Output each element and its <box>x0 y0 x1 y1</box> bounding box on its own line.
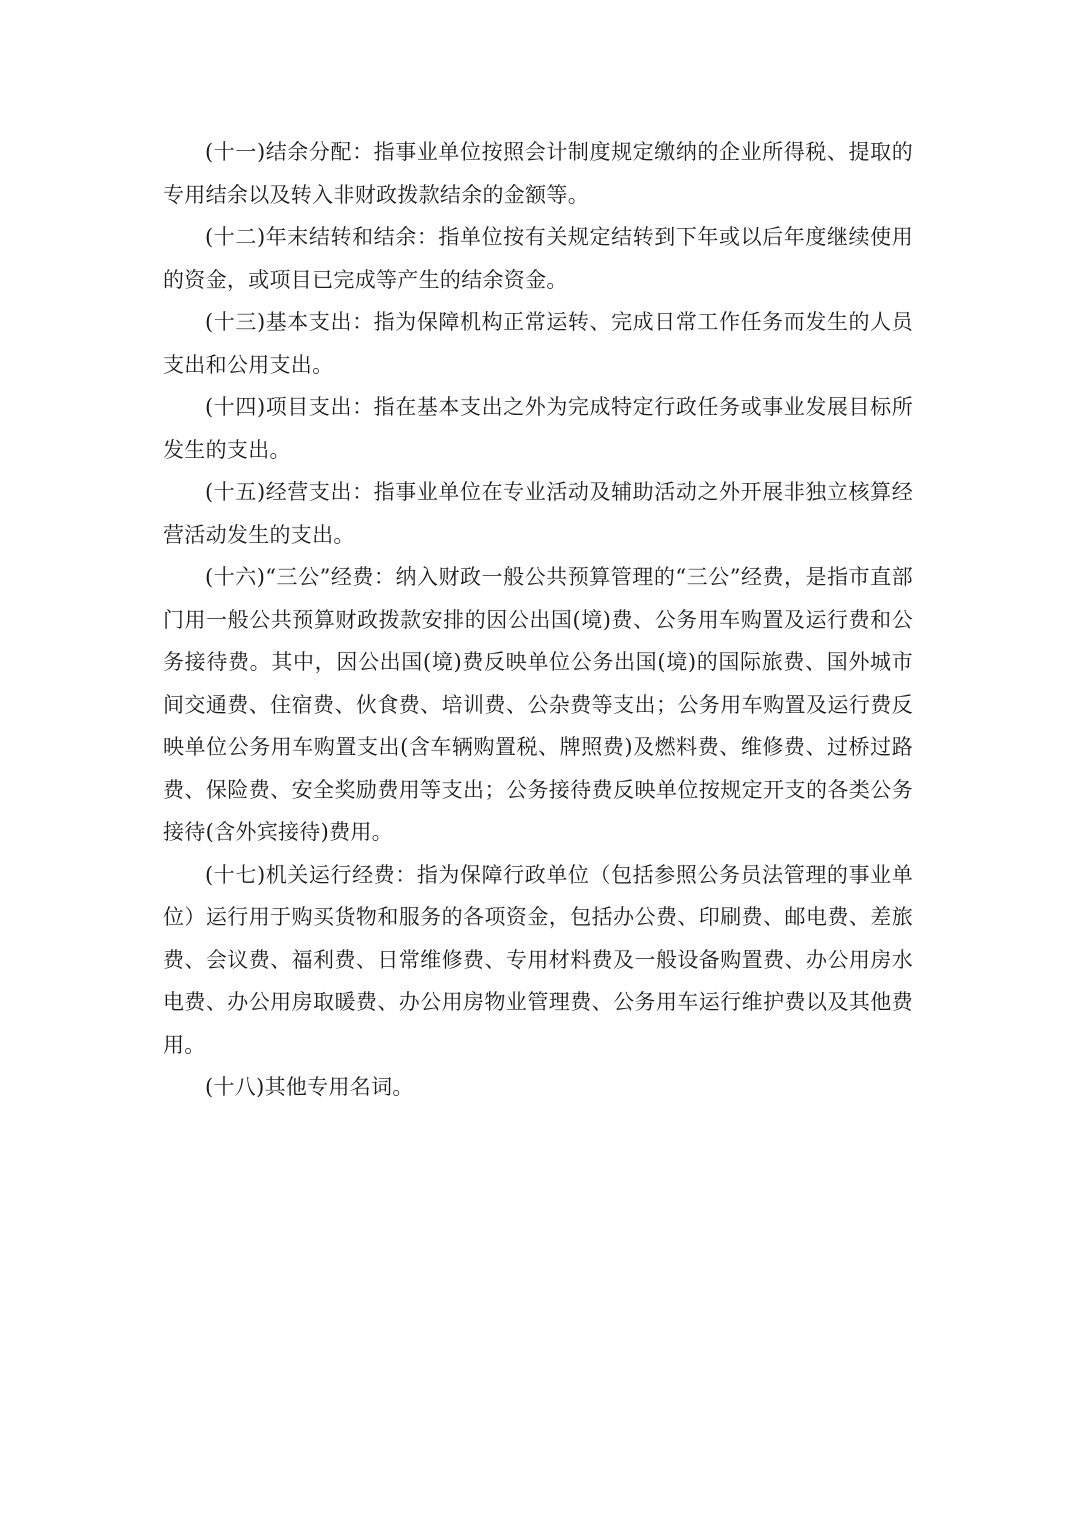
paragraph-basic-expenditure: (十三)基本支出：指为保障机构正常运转、完成日常工作任务而发生的人员支出和公用支出。 <box>163 310 913 377</box>
paragraph-agency-operating-expenses: (十七)机关运行经费：指为保障行政单位（包括参照公务员法管理的事业单位）运行用于购买货物和服务的各项资金，包括办公费、印刷费、邮电费、差旅费、会议费、福利费、日常维修费、专用材料费及一般设备购置费、办公用房水电费、办公用房取暖费、办公用房物业管理费、公务用车运行维护费以及其他费用。 <box>163 862 913 1057</box>
paragraph-three-public-expenses: (十六)“三公”经费：纳入财政一般公共预算管理的“三公”经费，是指市直部门用一般公共预算财政拨款安排的因公出国(境)费、公务用车购置及运行费和公务接待费。其中，因公出国(境)费反映单位公务出国(境)的国际旅费、国外城市间交通费、住宿费、伙食费、培训费、公杂费等支出；公务用车购置及运行费反映单位公务用车购置支出(含车辆购置税、牌照费)及燃料费、维修费、过桥过路费、保险费、安全奖励费用等支出；公务接待费反映单位按规定开支的各类公务接待(含外宾接待)费用。 <box>163 565 913 844</box>
document-body <box>163 131 913 1109</box>
paragraph-settlement-distribution: (十一)结余分配：指事业单位按照会计制度规定缴纳的企业所得税、提取的专用结余以及转入非财政拨款结余的金额等。 <box>163 140 913 207</box>
paragraph-operating-expenditure: (十五)经营支出：指事业单位在专业活动及辅助活动之外开展非独立核算经营活动发生的支出。 <box>163 480 913 547</box>
paragraph-other-terms: (十八)其他专用名词。 <box>205 1075 414 1099</box>
paragraph-project-expenditure: (十四)项目支出：指在基本支出之外为完成特定行政任务或事业发展目标所发生的支出。 <box>163 395 913 462</box>
paragraph-year-end-carryover: (十二)年末结转和结余：指单位按有关规定结转到下年或以后年度继续使用的资金，或项目已完成等产生的结余资金。 <box>163 225 913 292</box>
